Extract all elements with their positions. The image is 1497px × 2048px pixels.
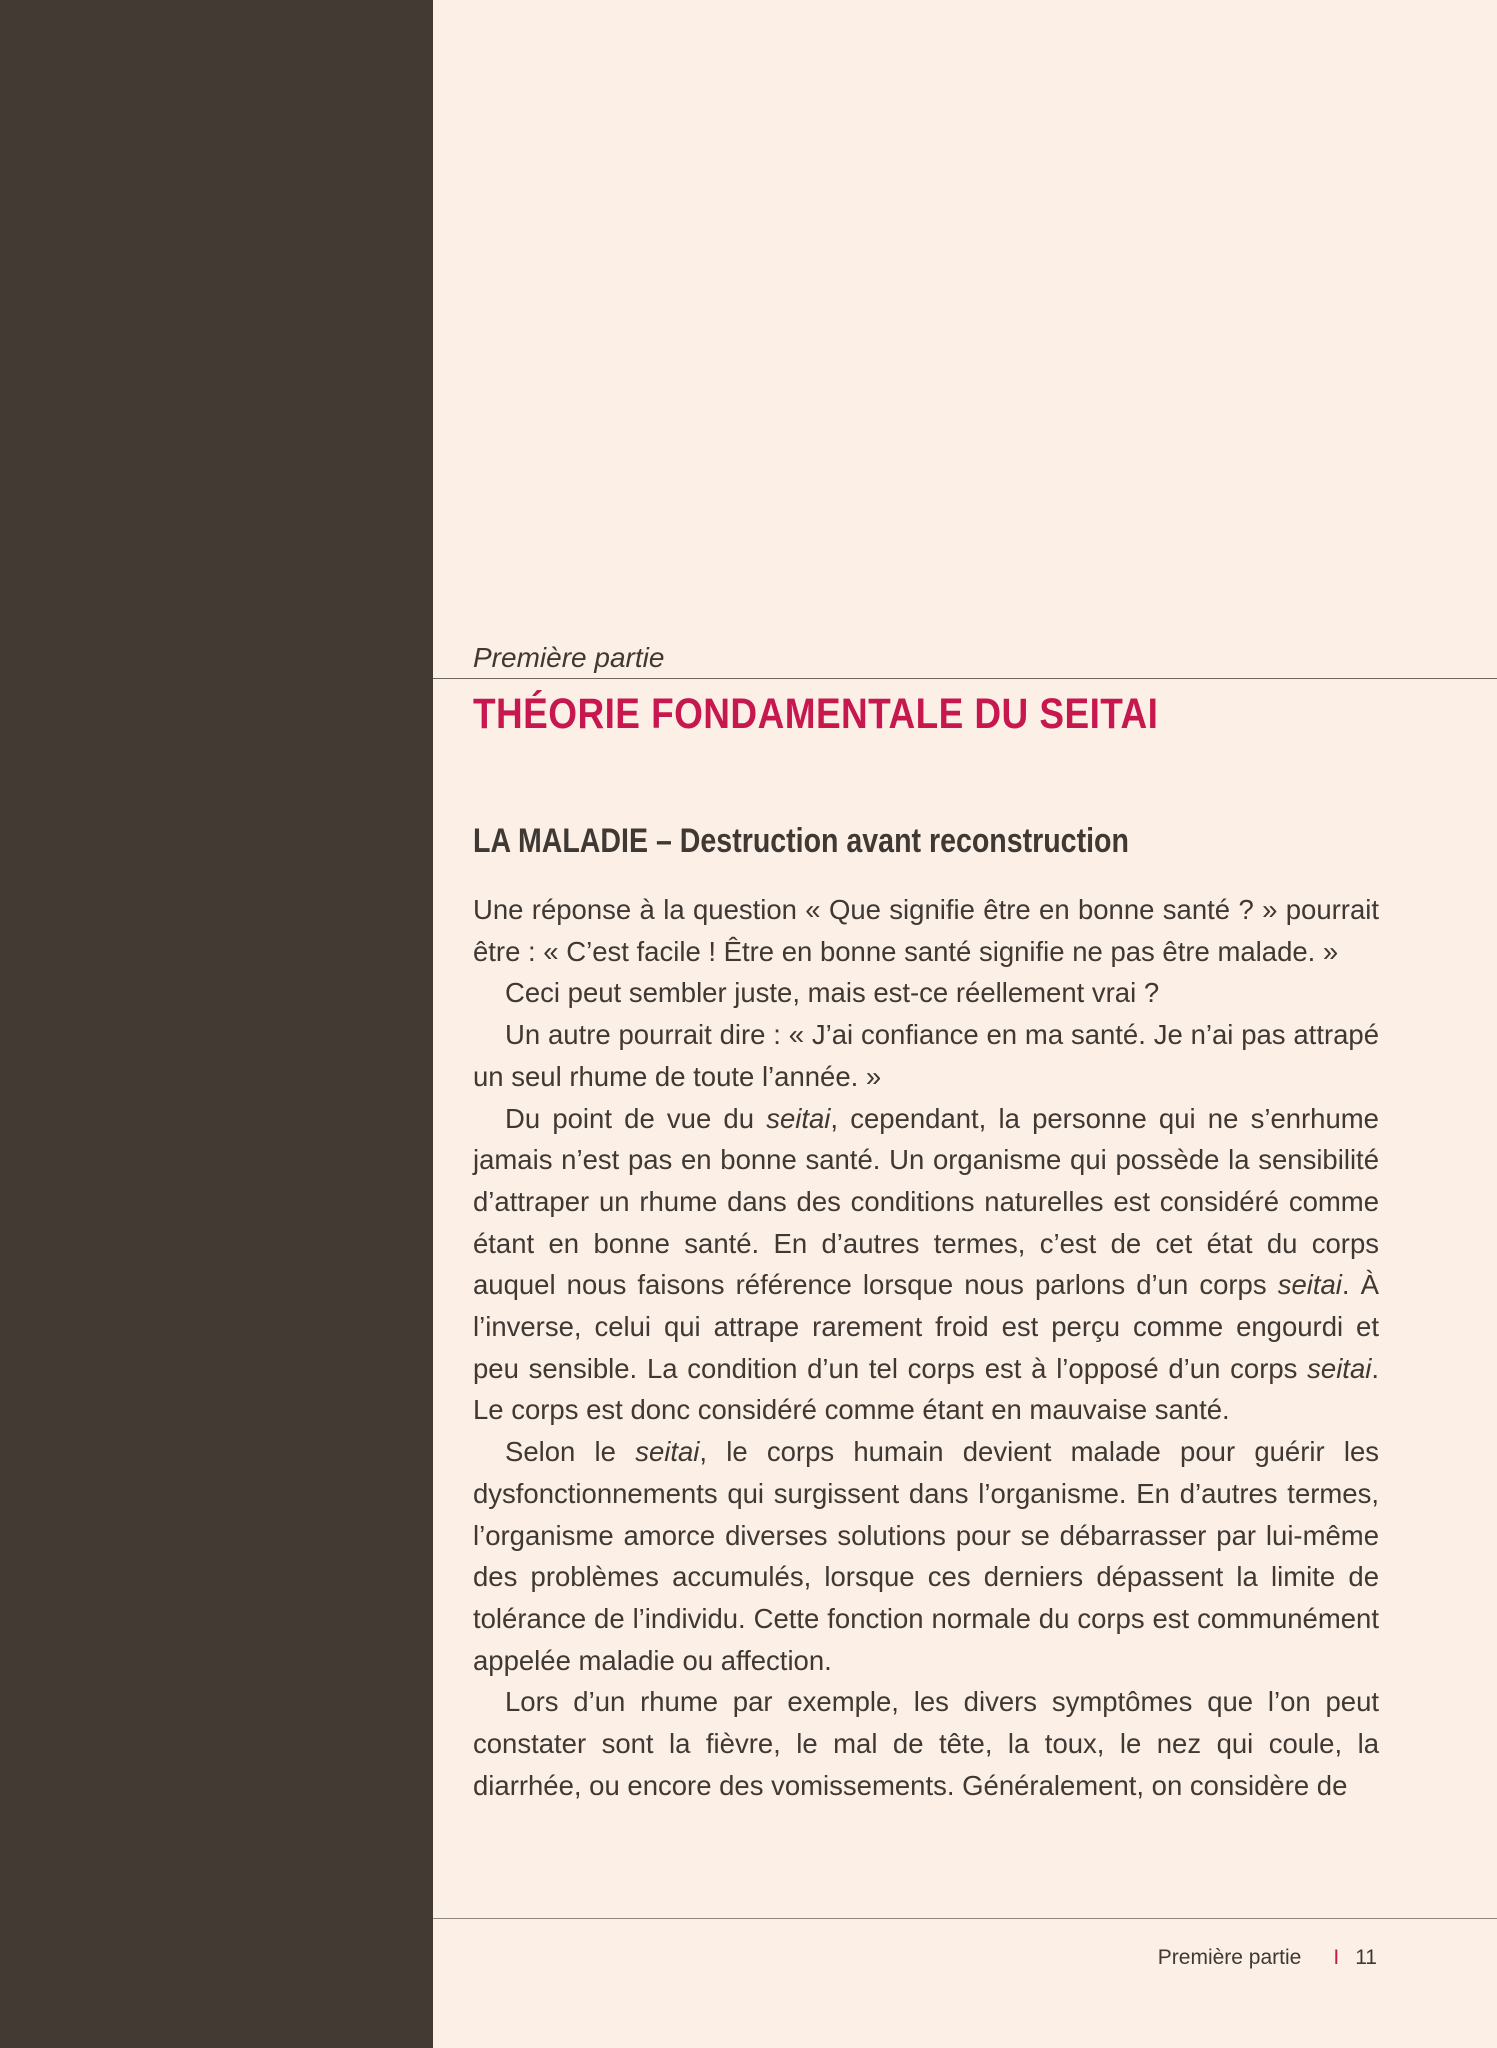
page-number: 11 (1355, 1946, 1377, 1969)
text-run: Ceci peut sembler juste, mais est-ce réellement vrai ? (505, 977, 1160, 1009)
paragraph (473, 1098, 1379, 1432)
footer-part-label: Première partie (1157, 1946, 1302, 1969)
part-label: Première partie (473, 642, 665, 673)
text-run: . À l’inverse, celui qui attrape rarement froid est perçu comme engourdi et peu sensible. La condition d’un tel corps est à l’opposé d’un corps (473, 1269, 1380, 1384)
header-rule (433, 678, 1497, 679)
text-run: . Le corps est donc considéré comme étant en mauvaise santé. (473, 1352, 1379, 1426)
text-run: Selon le (505, 1436, 636, 1468)
italic-term: seitai (1307, 1352, 1372, 1384)
text-run: Lors d’un rhume par exemple, les divers symptômes que l’on peut constater sont la fièvre, le mal de tête, la toux, le nez qui coule, la diarrhée, ou encore des vomissements. Généralement, on considère de (473, 1686, 1379, 1801)
italic-term: seitai (766, 1102, 831, 1134)
body-text (473, 889, 1379, 1806)
text-run: Du point de vue du (505, 1102, 767, 1134)
paragraph (473, 889, 1379, 972)
paragraph (473, 1014, 1379, 1097)
footer-separator: I (1333, 1946, 1340, 1969)
paragraph (473, 1681, 1379, 1806)
text-run: , cependant, la personne qui ne s’enrhume jamais n’est pas en bonne santé. Un organisme qui possède la sensibilité d’attraper un rhume dans des conditions naturelles est considéré comme étant en bonne santé. En d’autres termes, c’est de cet état du corps auquel nous faisons référence lorsque nous parlons d’un corps (473, 1102, 1379, 1301)
italic-term: seitai (635, 1436, 700, 1468)
text-run: , le corps humain devient malade pour guérir les dysfonctionnements qui surgissent dans l’organisme. En d’autres termes, l’organisme amorce diverses solutions pour se débarrasser par lui-même des problèmes accumulés, lorsque ces derniers dépassent la limite de tolérance de l’individu. Cette fonction normale du corps est communément appelée maladie ou affection. (473, 1436, 1379, 1676)
paragraph (473, 972, 1379, 1014)
paragraph (473, 1431, 1379, 1681)
footer-rule (433, 1918, 1497, 1919)
text-run: Une réponse à la question « Que signifie être en bonne santé ? » pourrait être : « C’est facile ! Être en bonne santé signifie ne pas être malade. » (473, 894, 1379, 967)
page-footer (1158, 1946, 1377, 1970)
text-run: Un autre pourrait dire : « J’ai confiance en ma santé. Je n’ai pas attrapé un seul rhume de toute l’année. » (473, 1019, 1379, 1092)
left-sidebar-band (0, 0, 433, 2048)
italic-term: seitai (1277, 1269, 1342, 1301)
section-title: LA MALADIE – Destruction avant reconstruction (473, 822, 1129, 860)
part-title: THÉORIE FONDAMENTALE DU SEITAI (473, 690, 1159, 738)
